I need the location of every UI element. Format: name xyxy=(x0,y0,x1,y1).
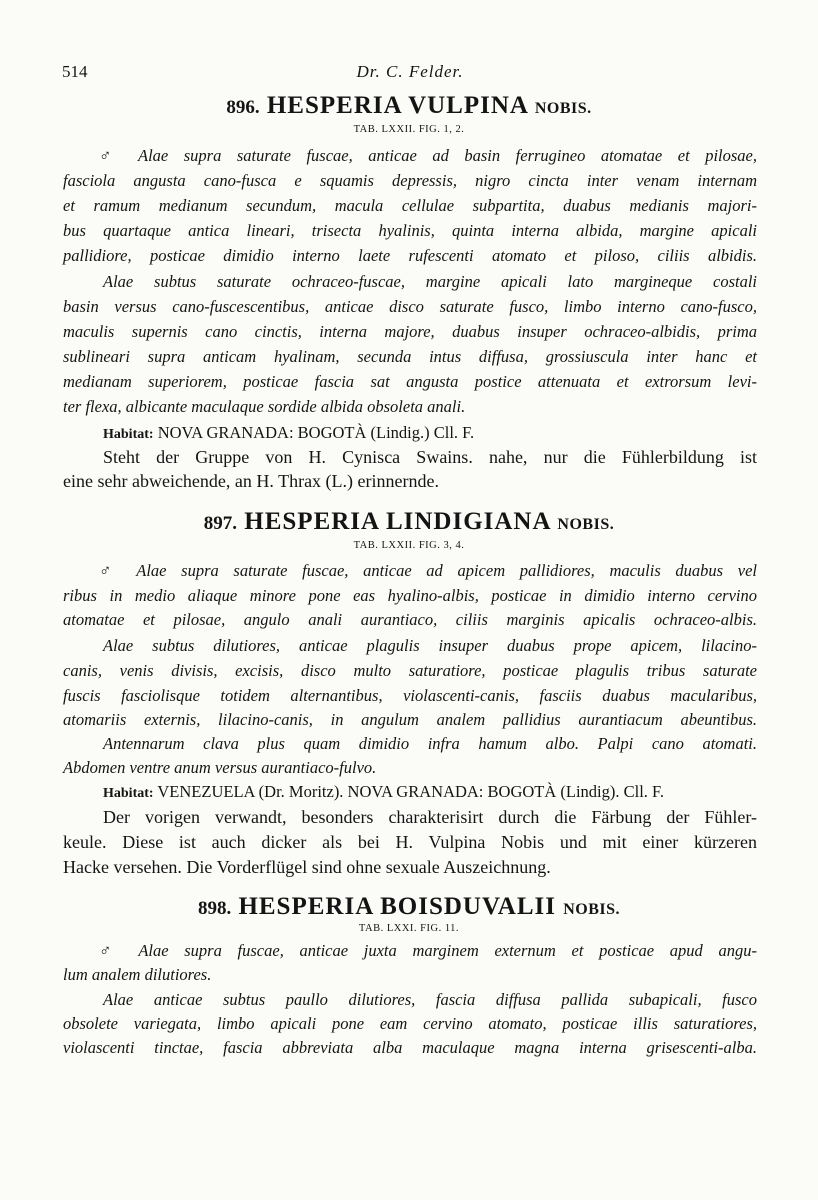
text-line: pallidiore, posticae dimidio interno laete rufescenti atomato et piloso, ciliis albidis. xyxy=(63,246,757,265)
text-line: Alae anticae subtus paullo dilutiores, fascia diffusa pallida subapicali, fusco xyxy=(103,990,757,1009)
species-heading xyxy=(0,893,818,921)
species-author: NOBIS. xyxy=(557,516,615,533)
text-line: fuscis fasciolisque totidem alternantibus, violascenti-canis, fasciis duabus macularibus, xyxy=(63,686,757,705)
text-line: Abdomen ventre anum versus aurantiaco-fulvo. xyxy=(63,758,377,777)
text-line: et ramum medianum secundum, macula cellulae subpartita, duabus medianis majori- xyxy=(63,196,757,215)
text-line: canis, venis divisis, excisis, disco multo saturatiore, posticae plagulis tribus saturate xyxy=(63,661,757,680)
german-line: eine sehr abweichende, an H. Thrax (L.) erinnernde. xyxy=(63,471,439,491)
text-line: ♂ Alae supra saturate fuscae, anticae ad apicem pallidiores, maculis duabus vel xyxy=(99,561,757,580)
text-line: atomariis externis, lilacino-canis, in angulum analem pallidius aurantiacum abeuntibus. xyxy=(63,710,757,729)
german-line: Steht der Gruppe von H. Cynisca Swains. nahe, nur die Fühlerbildung ist xyxy=(103,447,757,467)
habitat-value: NOVA GRANADA: BOGOTÀ (Lindig.) Cll. F. xyxy=(157,423,475,442)
text-line: ♂ Alae supra fuscae, anticae juxta marginem externum et posticae apud angu- xyxy=(99,941,757,960)
species-number: 897. xyxy=(203,513,238,534)
species-name: HESPERIA LINDIGIANA xyxy=(244,508,551,535)
habitat-label: Habitat: xyxy=(103,427,154,442)
text-line: sublineari supra anticam hyalinam, secunda intus diffusa, grossiuscula inter hanc et xyxy=(63,347,757,366)
text-line: medianam superiorem, posticae fascia sat angusta postice attenuata et extrorsum levi- xyxy=(63,372,757,391)
plate-reference: TAB. LXXII. FIG. 1, 2. xyxy=(353,124,465,135)
text-line: ♂ Alae supra saturate fuscae, anticae ad basin ferrugineo atomatae et pilosae, xyxy=(99,146,757,165)
text-line: fasciola angusta cano-fusca e squamis depressis, nigro cincta inter venam internam xyxy=(63,171,757,190)
plate-reference: TAB. LXXI. FIG. 11. xyxy=(358,923,460,934)
habitat-line xyxy=(63,781,757,805)
text-line: Alae subtus saturate ochraceo-fuscae, margine apicali lato margineque costali xyxy=(103,272,757,291)
text-line: Antennarum clava plus quam dimidio infra hamum albo. Palpi cano atomati. xyxy=(103,734,757,753)
species-author: NOBIS. xyxy=(563,901,621,918)
species-number: 896. xyxy=(226,97,260,118)
text-line: ter flexa, albicante maculaque sordide albida obsoleta anali. xyxy=(63,397,466,416)
habitat-label: Habitat: xyxy=(103,786,154,801)
species-number: 898. xyxy=(197,898,232,919)
page-number: 514 xyxy=(62,62,88,81)
text-line: maculis supernis cano cinctis, interna majore, duabus insuper ochraceo-albidis, prima xyxy=(63,322,757,341)
text-line: Alae subtus dilutiores, anticae plagulis insuper duabus prope apicem, lilacino- xyxy=(103,636,757,655)
species-name: HESPERIA VULPINA xyxy=(266,92,528,119)
text-line: lum analem dilutiores. xyxy=(63,965,212,984)
text-line: obsolete variegata, limbo apicali pone eam cervino atomato, posticae illis saturatiores, xyxy=(63,1014,757,1033)
german-line: Der vorigen verwandt, besonders charakterisirt durch die Färbung der Fühler- xyxy=(103,807,757,827)
text-line: basin versus cano-fuscescentibus, anticae disco saturate fusco, limbo interno cano-fusco, xyxy=(63,297,757,316)
text-line: atomatae et pilosae, angulo anali aurantiaco, ciliis marginis apicalis ochraceo-albis. xyxy=(63,610,757,629)
text-line: violascenti tinctae, fascia abbreviata alba maculaque magna interna grisescenti-alba. xyxy=(63,1038,757,1057)
german-line: Hacke versehen. Die Vorderflügel sind ohne sexuale Auszeichnung. xyxy=(63,857,551,877)
species-heading xyxy=(0,92,818,120)
habitat-value: VENEZUELA (Dr. Moritz). NOVA GRANADA: BOGOTÀ (Lindig). Cll. F. xyxy=(157,782,665,801)
page-header xyxy=(62,62,758,88)
species-author: NOBIS. xyxy=(534,100,592,117)
german-line: keule. Diese ist auch dicker als bei H. Vulpina Nobis und mit einer kürzeren xyxy=(63,832,757,852)
text-line: ribus in medio aliaque minore pone eas hyalino-albis, posticae in dimidio interno cervino xyxy=(63,586,757,605)
species-heading xyxy=(0,508,818,536)
habitat-line xyxy=(63,422,757,446)
species-name: HESPERIA BOISDUVALII xyxy=(238,893,556,920)
running-head: Dr. C. Felder. xyxy=(356,62,464,81)
plate-reference: TAB. LXXII. FIG. 3, 4. xyxy=(353,540,465,551)
text-line: bus quartaque antica lineari, trisecta hyalinis, quinta interna albida, margine apicali xyxy=(63,221,757,240)
